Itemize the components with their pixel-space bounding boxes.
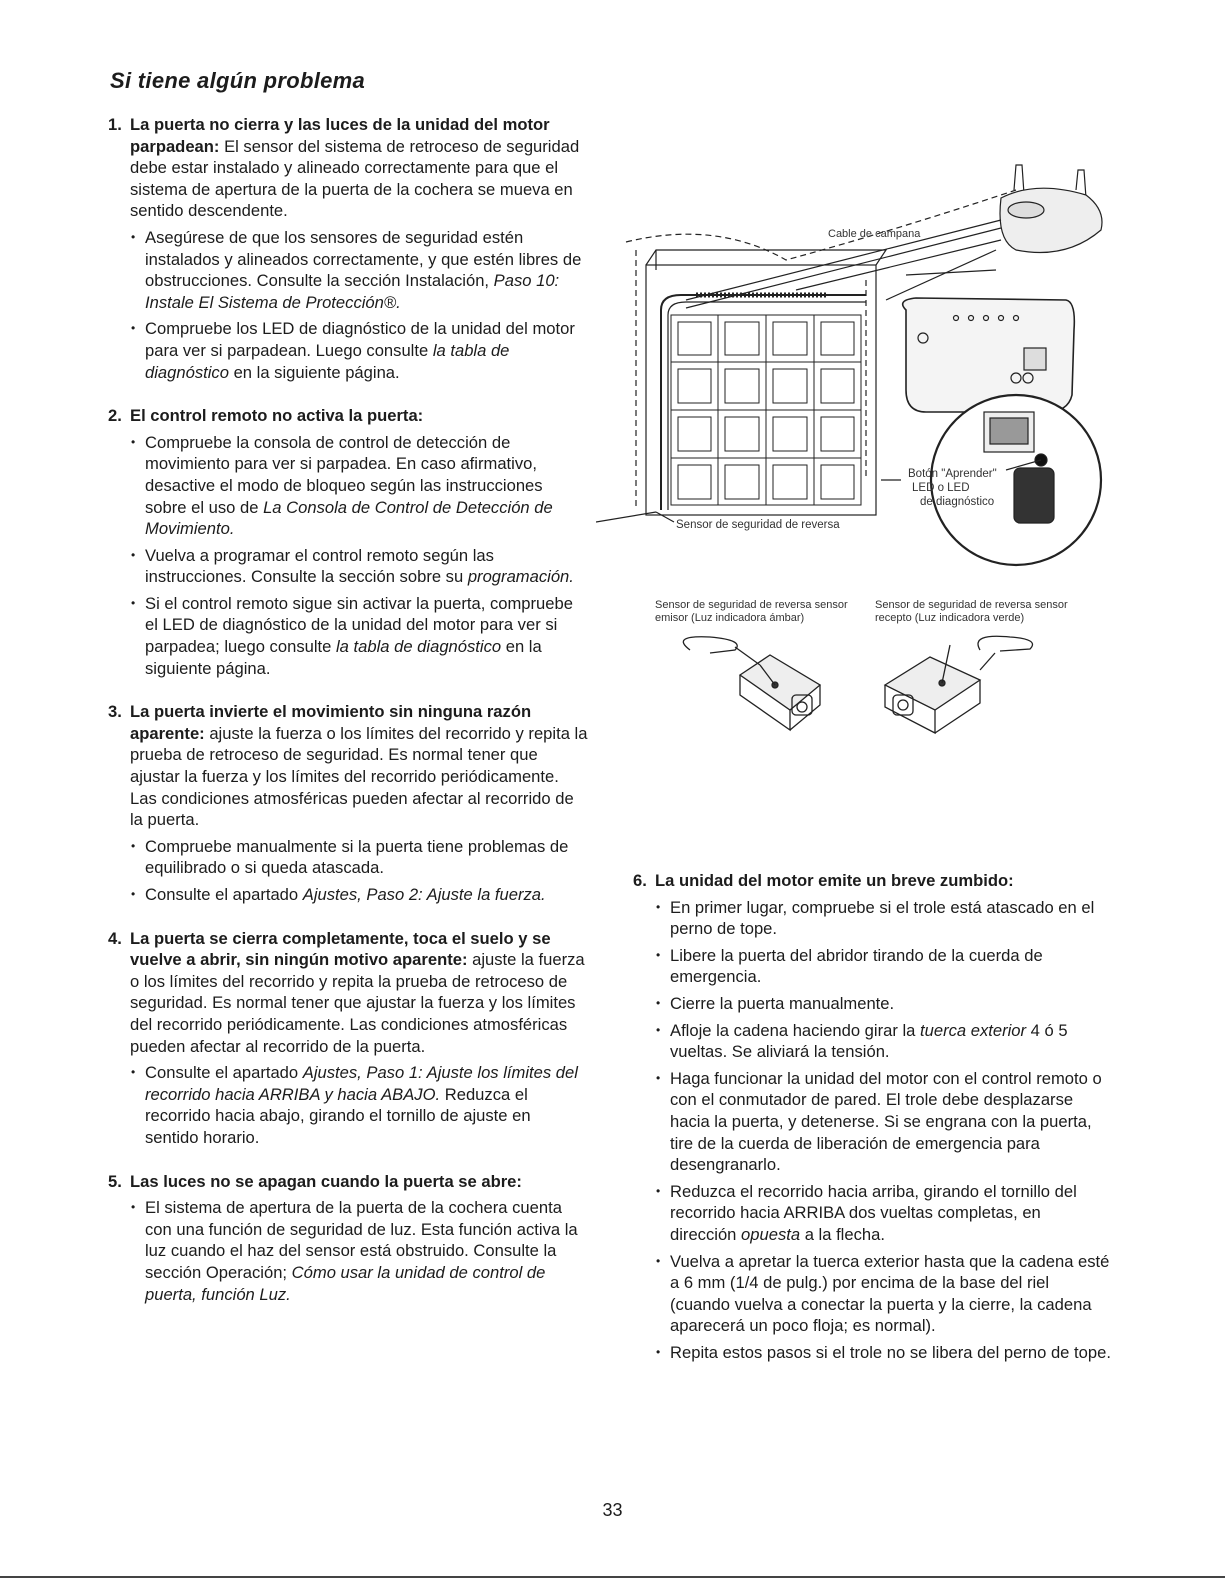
garage-door-drawing (596, 150, 1116, 590)
figure-label-learn-button: Botón "Aprender" (908, 468, 997, 480)
bullet-list (655, 897, 1111, 1364)
bullet-item: • Consulte el apartado Ajustes, Paso 1: Ajuste los límites del recorrido hacia ARRIBA y hacia ABAJO. Reduzca el recorrido hacia abajo, girando el tornillo de ajuste en sentido horario. (130, 1062, 588, 1148)
page-number: 33 (602, 1500, 623, 1520)
problem-item-5 (108, 1171, 588, 1306)
bullet-item: • Compruebe los LED de diagnóstico de la unidad del motor para ver si parpadean. Luego consulte la tabla de diagnóstico en la siguiente página. (130, 318, 588, 383)
figure-label-cable: Cable de campana (828, 228, 921, 240)
bullet-item: • Haga funcionar la unidad del motor con el control remoto o con el conmutador de pared. El trole debe desplazarse hacia la puerta, y detenerse. Si se engrana con la puerta, tire de la cuerda de liberación de emergencia para desengranarlo. (655, 1068, 1111, 1176)
bullet-list (130, 1197, 588, 1305)
problem-item-3 (108, 701, 588, 905)
left-column (108, 114, 588, 1322)
bullet-item: • Compruebe la consola de control de detección de movimiento para ver si parpadea. En caso afirmativo, desactive el modo de bloqueo según las instrucciones sobre el uso de La Consola de Control de Detección de Movimiento. (130, 432, 588, 540)
bullet-item: • Compruebe manualmente si la puerta tiene problemas de equilibrado o si queda atascada. (130, 836, 588, 879)
item-number: 6. (633, 871, 647, 890)
sensor-illustration (650, 595, 1100, 745)
item-heading: La puerta no cierra y las luces de la unidad del motor parpadean: (130, 115, 550, 156)
bullet-item: • Consulte el apartado Ajustes, Paso 2: Ajuste la fuerza. (130, 884, 588, 906)
sensor-drawing (650, 625, 1100, 745)
figure-label-led: LED o LED (912, 482, 970, 494)
bullet-list (130, 227, 588, 383)
item-text: ajuste la fuerza o los límites del recorrido y repita la prueba de retroceso de seguridad. Es normal tener que ajustar la fuerza y los límites del recorrido periódicamente. Las condiciones atmosféricas pueden afectar al recorrido de la puerta. (130, 723, 588, 830)
bullet-item: • Vuelva a apretar la tuerca exterior hasta que la cadena esté a 6 mm (1/4 de pulg.) por encima de la base del riel (cuando vuelva a conectar la puerta y la cierre, la cadena aparecerá un poco floja; es normal). (655, 1251, 1111, 1337)
bullet-item: • Vuelva a programar el control remoto según las instrucciones. Consulte la sección sobre su programación. (130, 545, 588, 588)
emitter-caption-line-1: Sensor de seguridad de reversa sensor (655, 599, 848, 611)
bullet-item: • Cierre la puerta manualmente. (655, 993, 1111, 1015)
receiver-caption-line-1: Sensor de seguridad de reversa sensor (875, 599, 1068, 611)
item-number: 2. (108, 406, 122, 426)
bullet-list (130, 1062, 588, 1148)
item-text: ajuste la fuerza o los límites del recorrido y repita la prueba de retroceso de seguridad. Es normal tener que ajustar la fuerza y los límites del recorrido periódicamente. Las condiciones atmosféricas pueden afectar al recorrido de la puerta. (130, 950, 585, 1056)
item-heading: La puerta invierte el movimiento sin ninguna razón aparente: (130, 702, 532, 743)
bullet-item: • Libere la puerta del abridor tirando de la cuerda de emergencia. (655, 945, 1111, 988)
bullet-item: • En primer lugar, compruebe si el trole está atascado en el perno de tope. (655, 897, 1111, 940)
problem-item-4 (108, 928, 588, 1149)
item-number: 5. (108, 1171, 122, 1191)
item-heading: Las luces no se apagan cuando la puerta se abre: (130, 1171, 522, 1191)
figure-label-sensor: Sensor de seguridad de reversa (676, 519, 840, 531)
figure-label-diagnostic: de diagnóstico (920, 496, 995, 508)
item-heading: La puerta se cierra completamente, toca el suelo y se vuelve a abrir, sin ningún motivo aparente: (130, 928, 551, 970)
item-number: 4. (108, 928, 122, 948)
bullet-item: • Asegúrese de que los sensores de seguridad estén instalados y alineados correctamente, y que estén libres de obstrucciones. Consulte la sección Instalación, Paso 10: Instale El Sistema de Protección®. (130, 227, 588, 313)
bullet-item: • Reduzca el recorrido hacia arriba, girando el tornillo del recorrido hacia ARRIBA dos vueltas completas, en dirección opuesta a la flecha. (655, 1181, 1111, 1246)
item-heading: El control remoto no activa la puerta: (130, 406, 424, 426)
right-column (633, 870, 1111, 1380)
item-heading: La unidad del motor emite un breve zumbido: (655, 871, 1014, 890)
item-number: 3. (108, 702, 122, 722)
problem-item-2 (108, 405, 588, 679)
problem-item-1 (108, 114, 588, 383)
bullet-item: • Si el control remoto sigue sin activar la puerta, compruebe el LED de diagnóstico de la unidad del motor para ver si parpadea; luego consulte la tabla de diagnóstico en la siguiente página. (130, 593, 588, 679)
garage-door-illustration (596, 150, 1116, 590)
receiver-caption-line-2: recepto (Luz indicadora verde) (875, 612, 1025, 624)
item-number: 1. (108, 115, 122, 134)
page-title: Si tiene algún problema (110, 68, 366, 93)
bullet-item: • Repita estos pasos si el trole no se libera del perno de tope. (655, 1342, 1111, 1364)
bullet-list (130, 432, 588, 680)
bullet-item: • Afloje la cadena haciendo girar la tuerca exterior 4 ó 5 vueltas. Se aliviará la tensión. (655, 1020, 1111, 1063)
bullet-list (130, 836, 588, 906)
page-bottom-rule (0, 1576, 1225, 1578)
problem-item-6 (633, 870, 1111, 1363)
item-text: El sensor del sistema de retroceso de seguridad debe estar instalado y alineado correctamente para que el sistema de apertura de la puerta de la cochera se mueva en sentido descendente. (130, 136, 580, 221)
bullet-item: • El sistema de apertura de la puerta de la cochera cuenta con una función de seguridad de luz. Esta función activa la luz cuando el haz del sensor está obstruido. Consulte la sección Operación; Cómo usar la unidad de control de puerta, función Luz. (130, 1197, 588, 1305)
emitter-caption-line-2: emisor (Luz indicadora ámbar) (655, 612, 805, 624)
